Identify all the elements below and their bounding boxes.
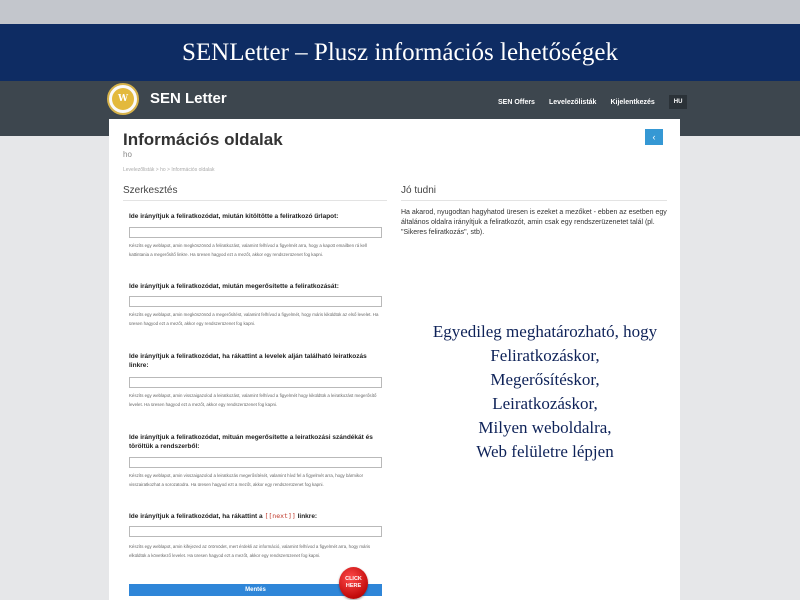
overlay-line: Megerősítéskor, [490,370,600,389]
top-strip [0,0,800,24]
question-label-next-link [129,512,384,521]
help-text-signup: Készíts egy weblapot, amin megköszönöd a feliratkozást, valamint felhívod a figyelmét arra, hogy a kapott emailben rá kell kattintania a megerősítő linkre. Ha üresen hagyod ezt a mezőt, akkor egy rendszerüzenet fog kapni. [129,243,367,257]
top-nav [498,95,687,109]
feature-overlay-text [400,320,690,464]
language-selector[interactable]: HU [669,95,688,109]
next-label-post: linkre: [297,513,318,520]
overlay-line: Milyen weboldalra, [478,418,612,437]
help-text-next-link: Készíts egy weblapot, amin kifejezed az örömödet, mert érdekli az információ, valamint felhívod a figyelmét arra, hogy máris elküldtük a következő levelet. Ha üresen hagyod ezt a mezőt, akkor egy rendszerüzenet fog kapni. [129,544,371,558]
slide-title: SENLetter – Plusz információs lehetőségek [182,38,618,66]
help-text-unsubscribe-link: Készíts egy weblapot, amin visszaigazolod a leiratkozást, valamint felhívod a figyelmét hogy kiküldtük a leiratkozást megerősítő levelet. Ha üresen hagyod ezt a mezőt, akkor egy rendszerüzenet fog kapni. [129,393,377,407]
overlay-line: Web felületre lépjen [476,442,614,461]
overlay-line: Feliratkozáskor, [490,346,600,365]
back-button[interactable] [645,129,663,145]
next-label-pre: Ide irányítjuk a feliratkozódat, ha rákattint a [129,513,263,520]
section-title-edit: Szerkesztés [123,185,387,201]
next-tag-code: [[next]] [264,512,296,520]
unsubscribe-link-redirect-input[interactable] [129,377,382,388]
page-subtitle: ho [123,150,132,159]
help-text-unsubscribe-confirm: Készíts egy weblapot, amin visszaigazolod a leiratkozás megerősítését, valamint hívd fel a figyelmét arra, hogy bármikor visszairatkozhat a sorozatodra. Ha üresen hagyod ezt a mezőt, akkor egy rendszerüzenet fog kapni. [129,473,364,487]
help-text-confirm: Készíts egy weblapot, amin megköszönöd a megerősítést, valamint felhívod a figyelmét, hogy máris kiküldtük az első levelet. Ha üresen hagyod ezt a mezőt, akkor egy rendszerüzenet fog kapni. [129,312,379,326]
signup-redirect-input[interactable] [129,227,382,238]
overlay-line: Egyedileg meghatározható, hogy [432,322,658,341]
section-title-good-to-know: Jó tudni [401,185,667,201]
question-label-unsubscribe-link: Ide irányítjuk a feliratkozódat, ha rákattint a levelek alján található leiratkozás linkre: [129,353,367,369]
nav-sen-offers[interactable]: SEN Offers [498,98,535,106]
save-button[interactable]: Mentés [129,584,382,596]
good-to-know-text: Ha akarod, nyugodtan hagyhatod üresen is ezeket a mezőket - ebben az esetben egy általános oldalra irányítjuk a feliratkozót, amin csak egy rendszerüzenetet talál (pl. "Sikeres feliratkozás", stb). [401,209,667,236]
unsubscribe-confirm-redirect-input[interactable] [129,457,382,468]
click-here-badge[interactable]: CLICK HERE [339,567,368,599]
slide-title-band [0,24,800,81]
question-label-unsubscribe-confirm: Ide irányítjuk a feliratkozódat, mituán megerősítette a leiratkozási szándékát és töröltük a rendszerből: [129,434,373,450]
confirm-redirect-input[interactable] [129,296,382,307]
brand-logo[interactable] [107,83,139,115]
page-title: Információs oldalak [123,130,283,149]
logo-icon: W [112,88,134,110]
question-label-confirm: Ide irányítjuk a feliratkozódat, miután megerősítette a feliratkozását: [129,283,339,290]
question-label-signup: Ide irányítjuk a feliratkozódat, miután kitöltötte a feliratkozó űrlapot: [129,213,339,220]
brand-name[interactable]: SEN Letter [150,90,227,107]
breadcrumb: Levelezőlisták > ho > Információs oldalak [123,167,215,173]
nav-mailing-lists[interactable]: Levelezőlisták [548,98,597,106]
next-link-redirect-input[interactable] [129,526,382,537]
overlay-line: Leiratkozáskor, [492,394,598,413]
nav-logout[interactable]: Kijelentkezés [610,98,655,106]
chevron-left-icon: ‹ [652,132,656,142]
